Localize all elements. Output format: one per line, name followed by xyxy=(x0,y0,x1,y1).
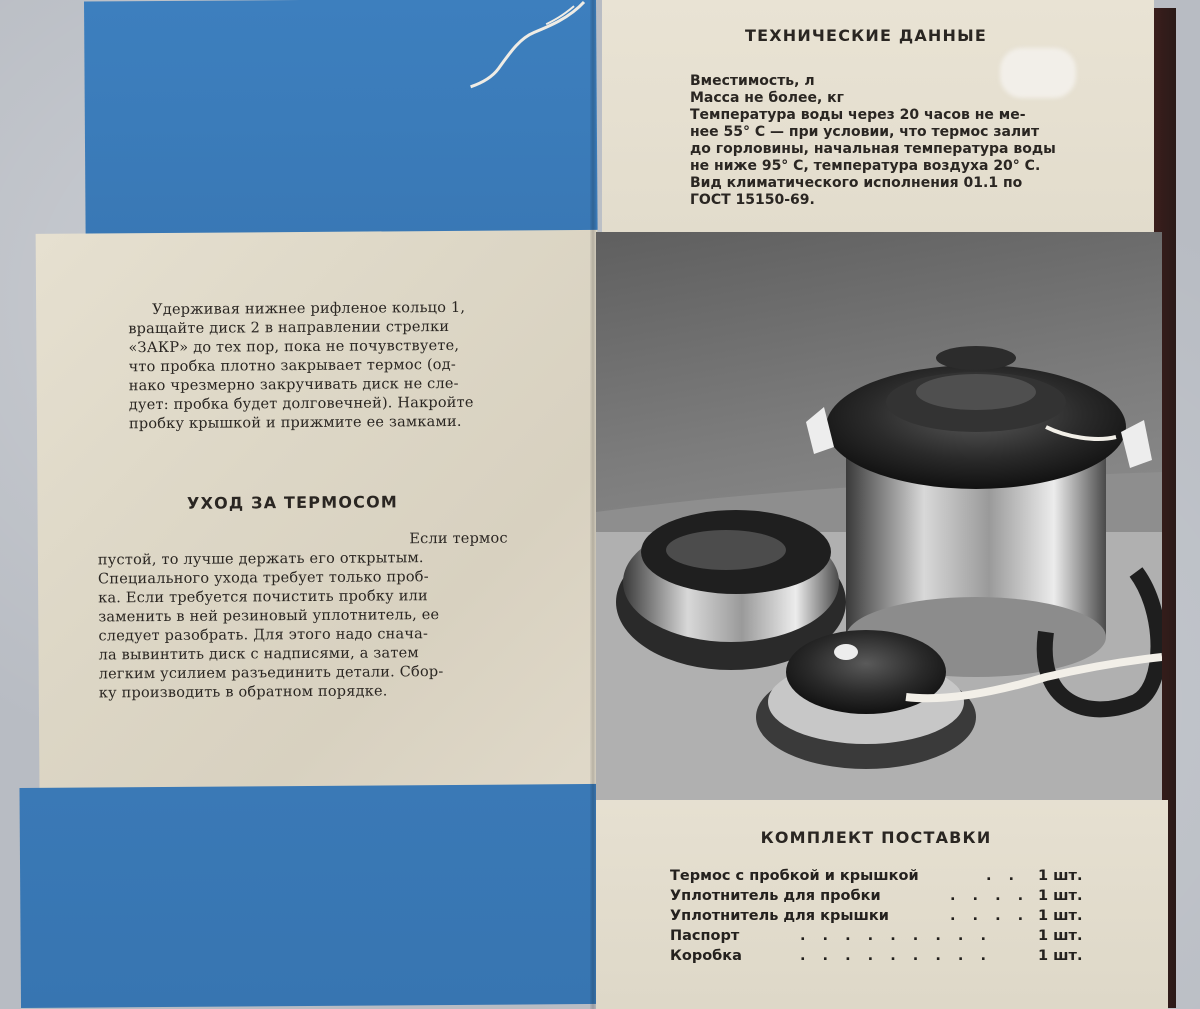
text-line: пробку крышкой и прижмите ее замками. xyxy=(128,413,462,433)
tech-line: не ниже 95° С, температура воздуха 20° С. xyxy=(690,158,1041,174)
text-line: легким усилием разъединить детали. Сбор- xyxy=(98,664,444,683)
tech-line: Масса не более, кг xyxy=(690,90,844,106)
care-heading: УХОД ЗА ТЕРМОСОМ xyxy=(186,492,399,513)
thermos-photo xyxy=(596,232,1162,802)
kit-item-leader: . . . . . . . . . xyxy=(800,948,992,964)
torn-thread-decoration xyxy=(454,0,595,99)
kit-item-qty: 1 шт. xyxy=(1038,948,1083,964)
kit-item-qty: 1 шт. xyxy=(1038,928,1083,944)
text-line: нако чрезмерно закручивать диск не сле- xyxy=(128,375,459,395)
text-line: ка. Если требуется почистить пробку или xyxy=(98,588,428,607)
kit-item xyxy=(670,948,1090,968)
text-line: что пробка плотно закрывает термос (од- xyxy=(128,356,457,376)
tech-heading: ТЕХНИЧЕСКИЕ ДАННЫЕ xyxy=(744,26,988,45)
kit-item-name: Коробка xyxy=(670,948,742,964)
kit-item-leader: . . xyxy=(986,868,1021,884)
kit-item-leader: . . . . . . . . . xyxy=(800,928,992,944)
care-paragraph xyxy=(98,530,511,704)
kit-item-qty: 1 шт. xyxy=(1038,888,1083,904)
tech-line: до горловины, начальная температура воды xyxy=(690,141,1056,157)
kit-item xyxy=(670,868,1090,888)
kit-item xyxy=(670,888,1090,908)
tech-line: Вместимость, л xyxy=(690,73,815,89)
thermos-illustration xyxy=(596,232,1162,802)
white-sticker-patch xyxy=(1000,48,1076,98)
left-page xyxy=(14,0,603,1008)
tech-line: ГОСТ 15150-69. xyxy=(690,192,815,208)
text-line: ла вывинтить диск с надписями, а затем xyxy=(98,645,419,664)
kit-item-leader: . . . . xyxy=(950,888,1030,904)
text-line: пустой, то лучше держать его открытым. xyxy=(97,550,424,569)
text-line: Удерживая нижнее рифленое кольцо 1, xyxy=(152,299,466,319)
text-line: дует: пробка будет долговечней). Накройте xyxy=(128,394,474,414)
kit-item-qty: 1 шт. xyxy=(1038,908,1083,924)
tech-line: Вид климатического исполнения 01.1 по xyxy=(690,175,1023,191)
text-line: Специального ухода требует только проб- xyxy=(97,569,429,588)
tech-line: Температура воды через 20 часов не ме- xyxy=(690,107,1026,123)
kit-heading: КОМПЛЕКТ ПОСТАВКИ xyxy=(760,828,992,847)
kit-item-name: Уплотнитель для пробки xyxy=(670,888,881,904)
kit-item-qty: 1 шт. xyxy=(1038,868,1083,884)
blue-paper-bottom xyxy=(19,784,603,1008)
kit-item xyxy=(670,928,1090,948)
text-line: вращайте диск 2 в направлении стрелки xyxy=(128,318,450,338)
tech-line: нее 55° С — при условии, что термос залит xyxy=(690,124,1040,140)
kit-item-name: Термос с пробкой и крышкой xyxy=(670,868,919,884)
kit-item-leader: . . . . xyxy=(950,908,1030,924)
kit-item-name: Уплотнитель для крышки xyxy=(670,908,889,924)
text-line: следует разобрать. Для этого надо снача- xyxy=(98,626,429,645)
text-line: ку производить в обратном порядке. xyxy=(98,683,388,702)
kit-item-name: Паспорт xyxy=(670,928,740,944)
kit-item xyxy=(670,908,1090,928)
text-line: заменить в ней резиновый уплотнитель, ее xyxy=(98,607,440,626)
text-line: «ЗАКР» до тех пор, пока не почувствуете, xyxy=(128,337,460,357)
text-line: Если термос xyxy=(409,530,508,548)
instruction-paragraph xyxy=(128,299,517,435)
right-page xyxy=(596,0,1162,1009)
